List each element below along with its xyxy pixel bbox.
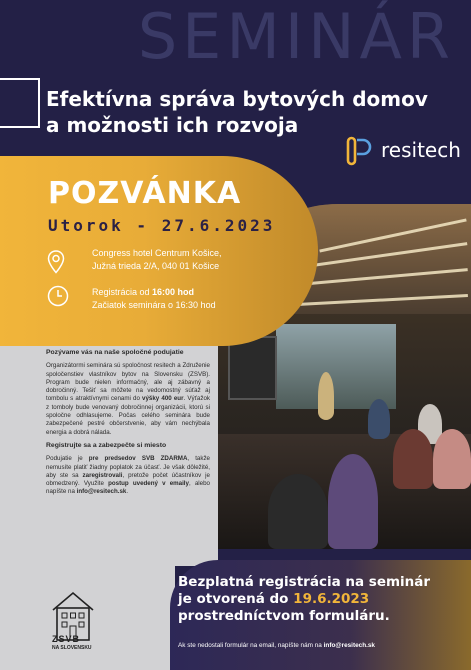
registration-email-link[interactable]: info@resitech.sk xyxy=(323,642,375,649)
venue-name: Congress hotel Centrum Košice, xyxy=(92,248,222,258)
venue-info xyxy=(92,247,222,273)
contact-email-link[interactable]: info@resitech.sk xyxy=(76,488,127,496)
invitation-heading: POZVÁNKA xyxy=(48,176,242,211)
info-heading-1: Pozývame vás na naše spoločné podujatie xyxy=(46,349,184,356)
registration-time: Registrácia od 16:00 hod xyxy=(92,287,195,297)
venue-address: Južná trieda 2/A, 040 01 Košice xyxy=(92,261,220,271)
title-line-2: a možnosti ich rozvoja xyxy=(46,113,299,137)
clock-icon xyxy=(47,285,69,307)
registration-line-1: Bezplatná registrácia na seminár xyxy=(178,574,431,590)
time-info xyxy=(92,286,216,312)
resitech-logo xyxy=(345,132,461,168)
zsvb-logo-label: ZSVB xyxy=(52,634,81,644)
info-text xyxy=(46,349,210,502)
registration-heading xyxy=(178,574,458,625)
registration-line-3: prostredníctvom formuláru. xyxy=(178,608,390,624)
seminar-watermark: SEMINÁR xyxy=(137,0,455,73)
decorative-outline-box xyxy=(0,78,40,128)
title-line-1: Efektívna správa bytových domov xyxy=(46,87,428,111)
seminar-start-time: Začiatok seminára o 16:30 hod xyxy=(92,300,216,310)
registration-deadline: 19.6.2023 xyxy=(293,591,370,607)
info-heading-2: Registrujte sa a zabezpečte si miesto xyxy=(46,441,167,449)
zsvb-logo-subtitle: NA SLOVENSKU xyxy=(52,645,92,651)
resitech-logo-icon xyxy=(345,134,375,166)
event-date: Utorok - 27.6.2023 xyxy=(48,216,276,235)
registration-line-2: je otvorená do 19.6.2023 xyxy=(178,591,370,607)
location-pin-icon xyxy=(47,250,65,274)
registration-note: Ak ste nedostali formulár na email, napíšte nám na info@resitech.sk xyxy=(178,642,375,649)
seminar-title xyxy=(46,86,446,138)
resitech-logo-text: resitech xyxy=(381,138,461,162)
info-paragraph-1: Organizátormi seminára sú spoločnost resitech a Združenie spoločenstiev vlastníkov bytov na Slovensku (ZSVB). Program bude nielen informačný, ale aj zábavný a dobročinný. Tešiť sa môžete na vedomostný súťaž aj tombolu s atraktívnymi cenami do výšky 400 eur. Výťažok z tomboly bude venovaný dobročinnej organizácii, ktorú si spoločne odhlasujeme. Počas celého seminára bude zabezpečené pestré občerstvenie, aby vám nechýbala energia a dobrá nálada. xyxy=(46,362,210,436)
info-paragraph-2: Podujatie je pre predsedov SVB ZDARMA, takže nemusíte platiť žiadny poplatok za účasť. Je však dôležité, aby ste sa zaregistrovali, pretože počet účastníkov je obmedzený. Využite postup uvedený v emaily, alebo napíšte na info@resitech.sk. xyxy=(46,455,210,496)
